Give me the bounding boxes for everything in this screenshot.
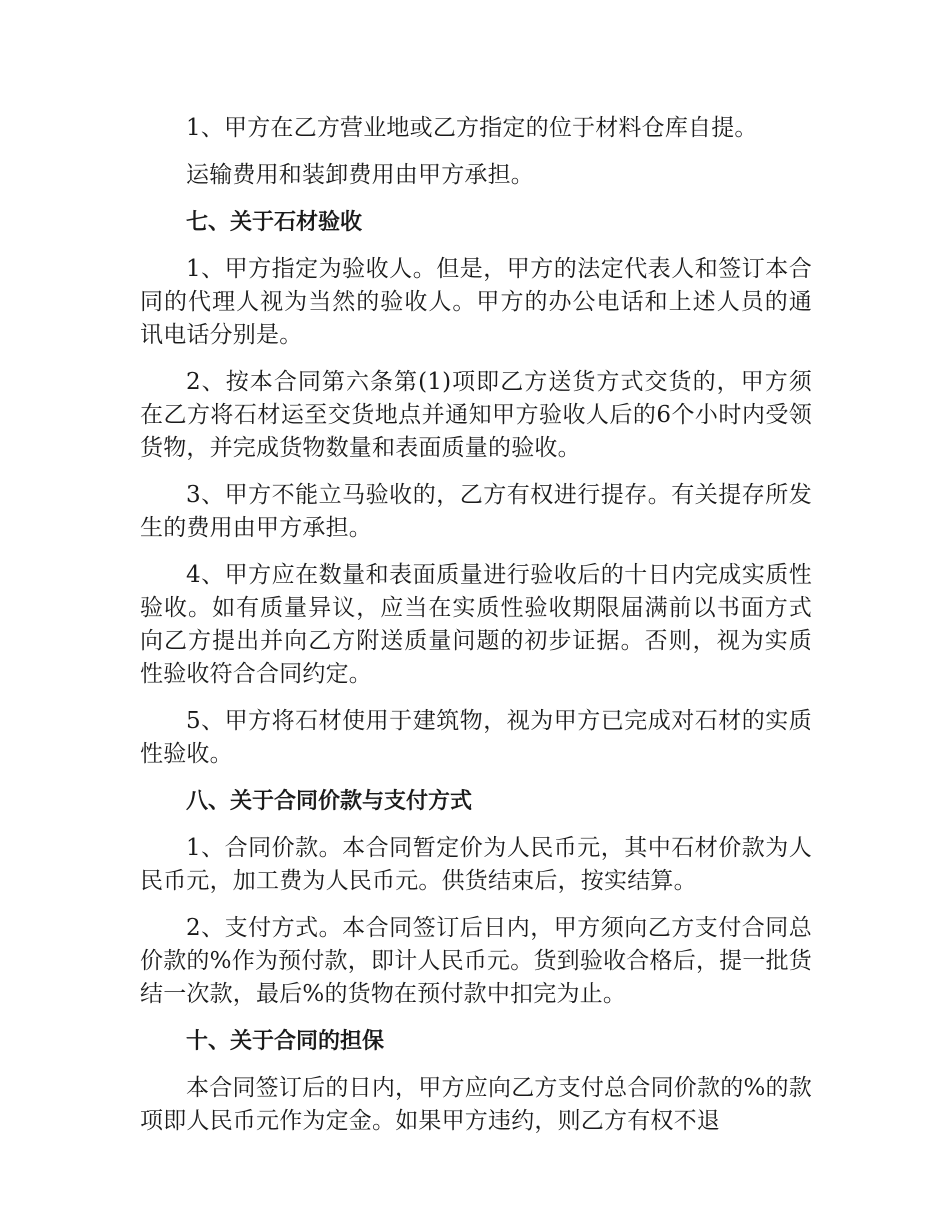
heading-section-7: 七、关于石材验收 [186, 210, 363, 235]
para-transport-cost: 运输费用和装卸费用由甲方承担。 [186, 162, 534, 188]
para-8-2: 2、支付方式。本合同签订后日内，甲方须向乙方支付合同总价款的%作为预付款，即计人民币元。货到验收合格后，提一批货结一次款，最后%的货物在预付款中扣完为止。 [140, 915, 812, 1007]
para-7-5: 5、甲方将石材使用于建筑物，视为甲方已完成对石材的实质性验收。 [140, 708, 812, 767]
document-page [140, 112, 812, 1152]
para-7-3: 3、甲方不能立马验收的，乙方有权进行提存。有关提存所发生的费用由甲方承担。 [140, 482, 812, 541]
para-7-1: 1、甲方指定为验收人。但是，甲方的法定代表人和签订本合同的代理人视为当然的验收人。甲方的办公电话和上述人员的通讯电话分别是。 [140, 256, 812, 348]
heading-section-10: 十、关于合同的担保 [186, 1029, 385, 1054]
heading-section-8: 八、关于合同价款与支付方式 [186, 789, 473, 814]
para-7-2: 2、按本合同第六条第(1)项即乙方送货方式交货的，甲方须在乙方将石材运至交货地点并通知甲方验收人后的6个小时内受领货物，并完成货物数量和表面质量的验收。 [140, 369, 812, 461]
para-8-1: 1、合同价款。本合同暂定价为人民币元，其中石材价款为人民币元，加工费为人民币元。供货结束后，按实结算。 [140, 835, 812, 894]
para-pickup-location: 1、甲方在乙方营业地或乙方指定的位于材料仓库自提。 [186, 115, 758, 141]
para-10-1: 本合同签订后的日内，甲方应向乙方支付总合同价款的%的款项即人民币元作为定金。如果甲方违约，则乙方有权不退 [140, 1075, 812, 1134]
para-7-4: 4、甲方应在数量和表面质量进行验收后的十日内完成实质性验收。如有质量异议，应当在实质性验收期限届满前以书面方式向乙方提出并向乙方附送质量问题的初步证据。否则，视为实质性验收符合合同约定。 [140, 562, 812, 687]
